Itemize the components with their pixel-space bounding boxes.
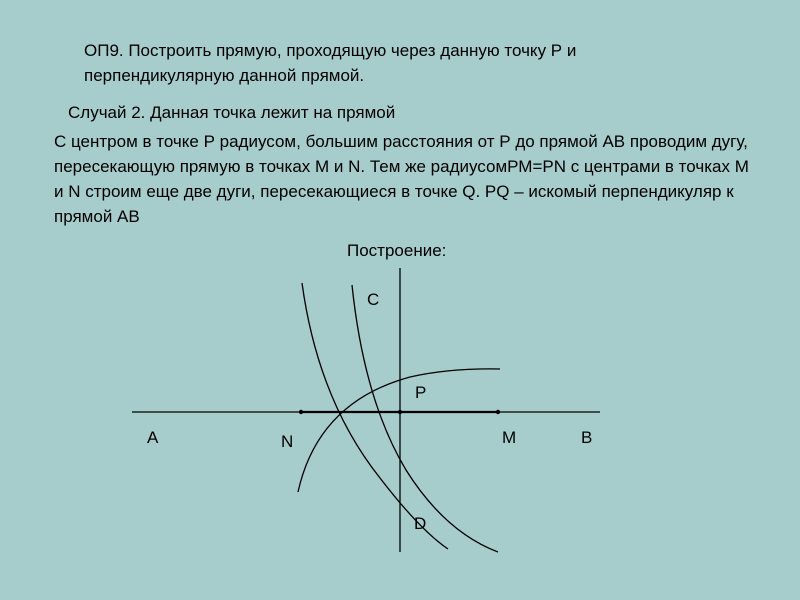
- arc-center-m: [352, 285, 498, 552]
- label-c: С: [367, 290, 380, 309]
- label-d: D: [414, 514, 427, 533]
- point-p: [398, 410, 402, 414]
- construction-caption: Построение:: [347, 241, 447, 260]
- label-b: В: [581, 428, 593, 447]
- label-p: Р: [415, 383, 427, 402]
- point-n: [299, 410, 303, 414]
- construction-description: С центром в точке Р радиусом, большим расстояния от Р до прямой АВ проводим дугу, пересекающую прямую в точках М и N. Тем же радиусомРМ=РN с центрами в точках М и N строим еще две дуги, пересекающиеся в точке Q. PQ – искомый перпендикуляр к прямой АВ: [54, 132, 749, 226]
- arc-center-n: [302, 283, 448, 549]
- label-m: М: [502, 428, 517, 447]
- label-a: А: [147, 428, 159, 447]
- case-subtitle: Случай 2. Данная точка лежит на прямой: [68, 103, 396, 122]
- problem-title: ОП9. Построить прямую, проходящую через данную точку Р и перпендикулярную данной прямой.: [84, 41, 577, 85]
- label-n: N: [281, 432, 294, 451]
- point-m: [496, 410, 500, 414]
